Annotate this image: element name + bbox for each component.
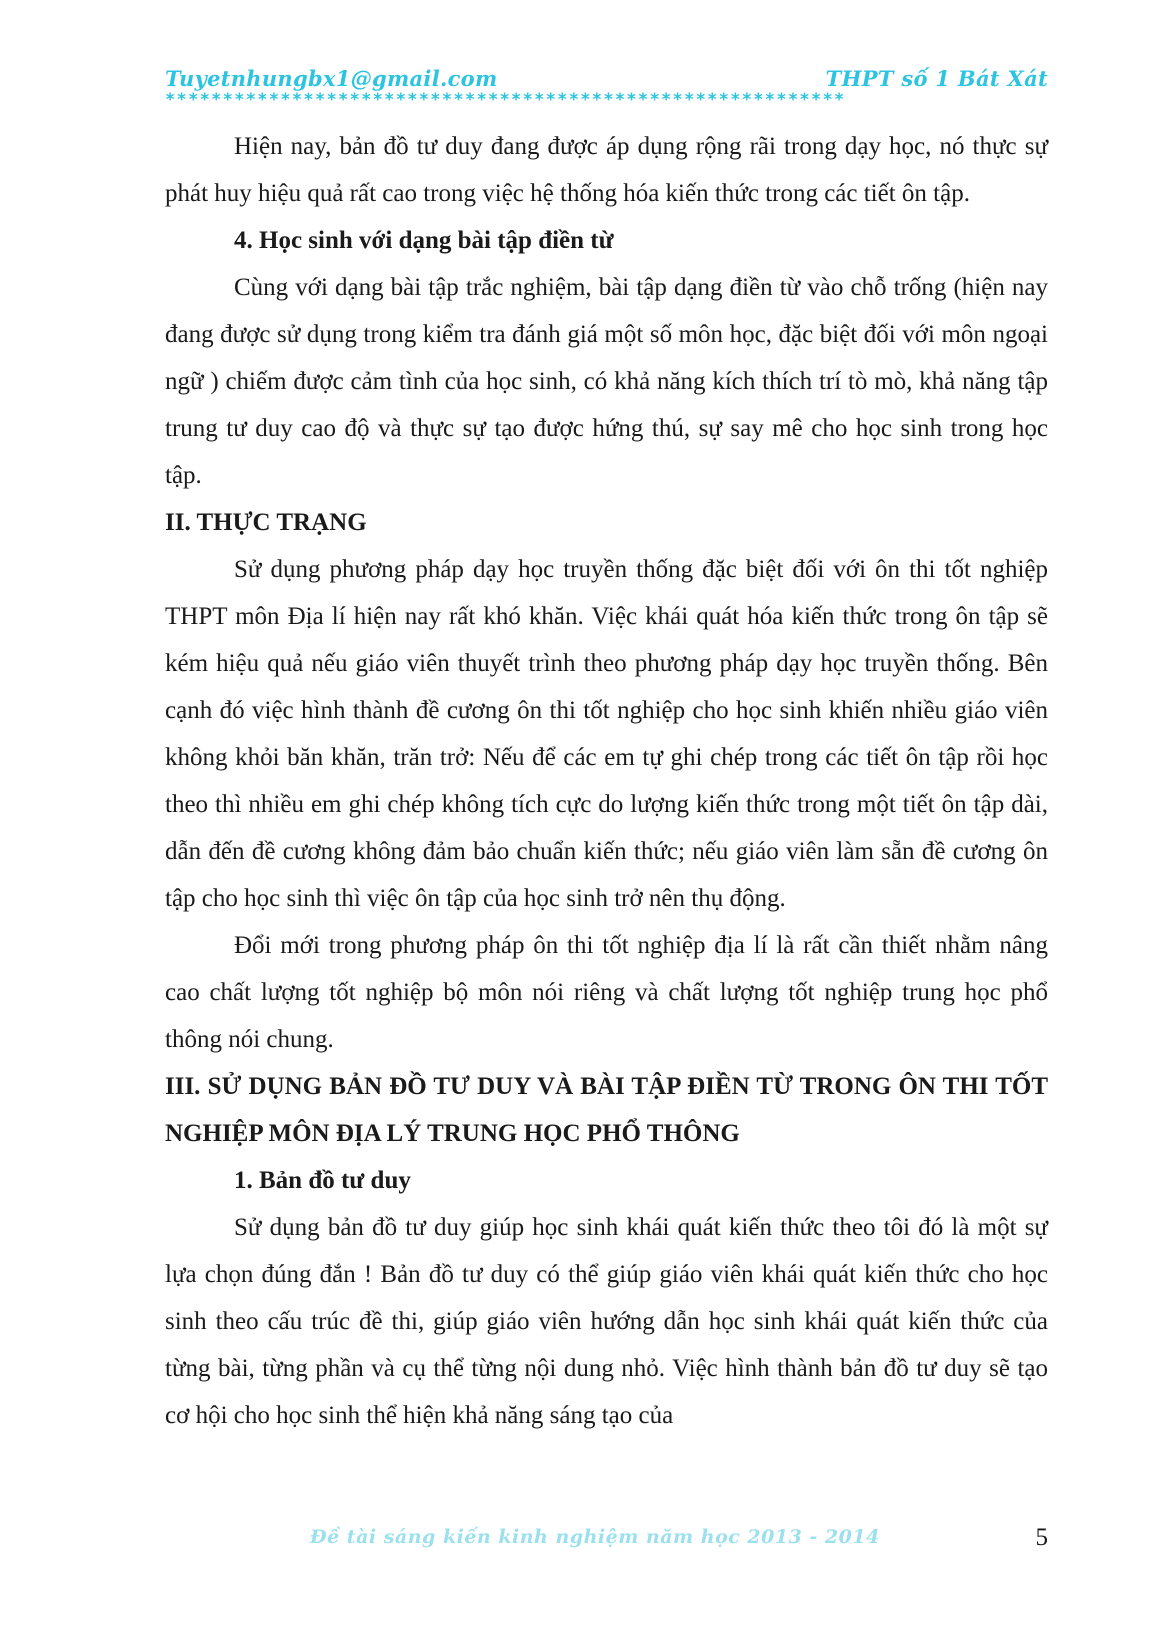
page-content (165, 123, 1048, 1439)
page-header (165, 66, 1048, 109)
paragraph-mind-map-intro: Hiện nay, bản đồ tư duy đang được áp dụng rộng rãi trong dạy học, nó thực sự phát huy hiệu quả rất cao trong việc hệ thống hóa kiến thức trong các tiết ôn tập. (165, 133, 1048, 207)
paragraph-traditional-method: Sử dụng phương pháp dạy học truyền thống đặc biệt đối với ôn thi tốt nghiệp THPT môn Địa lí hiện nay rất khó khăn. Việc khái quát hóa kiến thức trong ôn tập sẽ kém hiệu quả nếu giáo viên thuyết trình theo phương pháp dạy học truyền thống. Bên cạnh đó việc hình thành đề cương ôn thi tốt nghiệp cho học sinh khiến nhiều giáo viên không khỏi băn khăn, trăn trở: Nếu để các em tự ghi chép trong các tiết ôn tập rồi học theo thì nhiều em ghi chép không tích cực do lượng kiến thức trong một tiết ôn tập dài, dẫn đến đề cương không đảm bảo chuẩn kiến thức; nếu giáo viên làm sẵn đề cương ôn tập cho học sinh thì việc ôn tập của học sinh trở nên thụ động. (165, 556, 1048, 912)
header-email: Tuyetnhungbx1@gmail.com (165, 66, 498, 91)
page-footer (165, 1524, 1048, 1560)
header-star-divider: *********************************************************** (165, 91, 846, 109)
footer-title: Đề tài sáng kiến kinh nghiệm năm học 2013 - 2014 (310, 1526, 880, 1548)
heading-4-fill-in-exercise: 4. Học sinh với dạng bài tập điền từ (234, 227, 614, 254)
header-school: THPT số 1 Bát Xát (825, 66, 1048, 91)
page-number: 5 (1035, 1524, 1048, 1551)
heading-1-mind-map: 1. Bản đồ tư duy (234, 1167, 411, 1194)
heading-ii-current-situation: II. THỰC TRẠNG (165, 509, 367, 536)
paragraph-using-mind-maps: Sử dụng bản đồ tư duy giúp học sinh khái quát kiến thức theo tôi đó là một sự lựa chọn đúng đắn ! Bản đồ tư duy có thể giúp giáo viên khái quát kiến thức cho học sinh theo cấu trúc đề thi, giúp giáo viên hướng dẫn học sinh khái quát kiến thức của từng bài, từng phần và cụ thể từng nội dung nhỏ. Việc hình thành bản đồ tư duy sẽ tạo cơ hội cho học sinh thể hiện khả năng sáng tạo của (165, 1214, 1048, 1429)
paragraph-fill-in-exercise: Cùng với dạng bài tập trắc nghiệm, bài tập dạng điền từ vào chỗ trống (hiện nay đang được sử dụng trong kiểm tra đánh giá một số môn học, đặc biệt đối với môn ngoại ngữ ) chiếm được cảm tình của học sinh, có khả năng kích thích trí tò mò, khả năng tập trung tư duy cao độ và thực sự tạo được hứng thú, sự say mê cho học sinh trong học tập. (165, 274, 1048, 489)
paragraph-innovation-need: Đổi mới trong phương pháp ôn thi tốt nghiệp địa lí là rất cần thiết nhằm nâng cao chất lượng tốt nghiệp bộ môn nói riêng và chất lượng tốt nghiệp trung học phổ thông nói chung. (165, 932, 1048, 1053)
heading-iii-using-mind-maps: III. SỬ DỤNG BẢN ĐỒ TƯ DUY VÀ BÀI TẬP ĐIỀN TỪ TRONG ÔN THI TỐT NGHIỆP MÔN ĐỊA LÝ TRUNG HỌC PHỔ THÔNG (165, 1073, 1048, 1147)
